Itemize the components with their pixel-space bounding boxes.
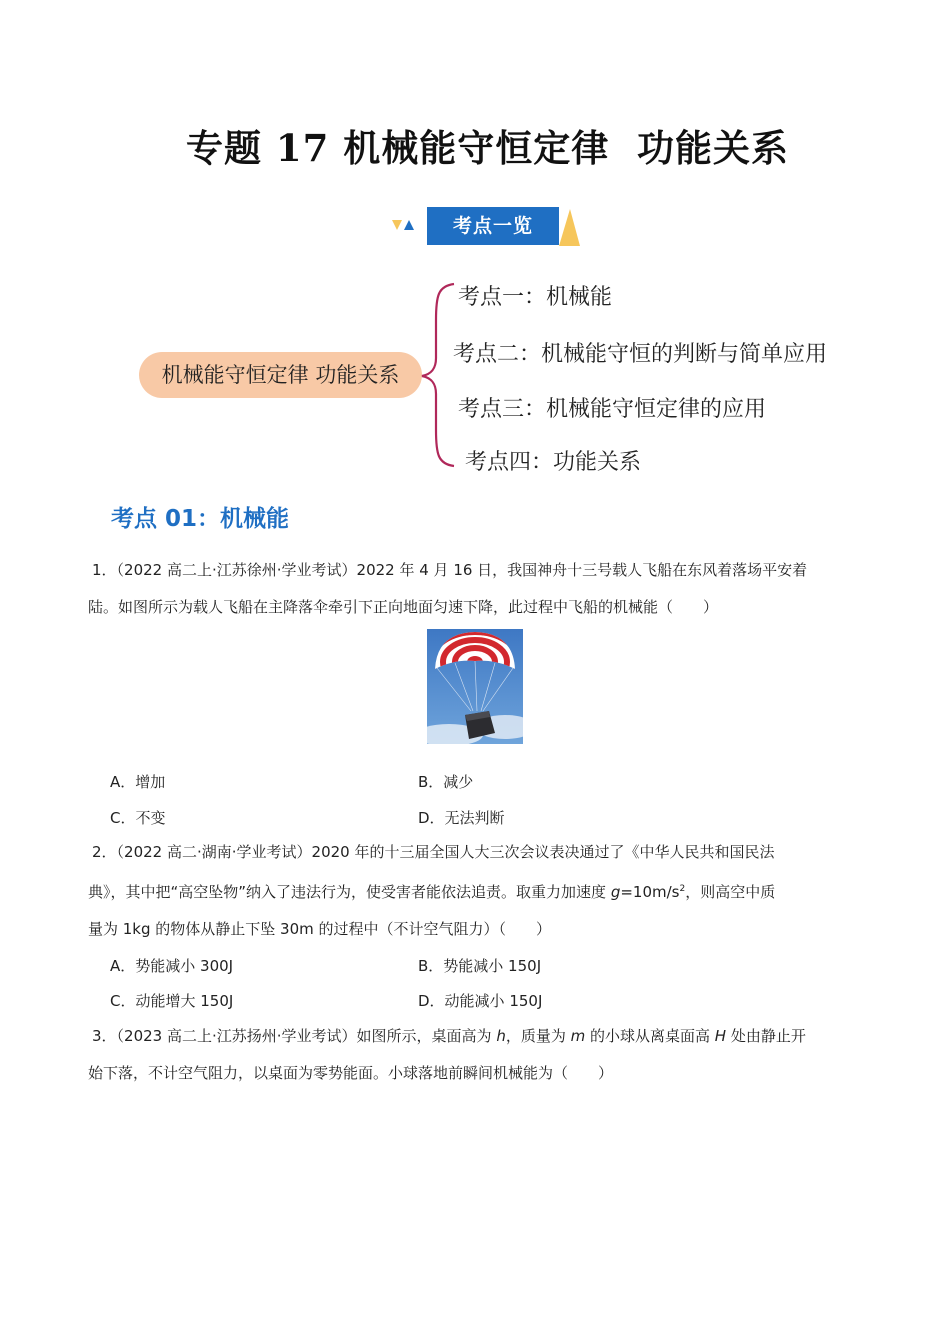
question-1 [88, 552, 868, 626]
mindmap-item-2: 考点二：机械能守恒的判断与简单应用 [453, 342, 828, 367]
question-text: 处由静止开 [726, 1027, 806, 1045]
question-text: 2020 年的十三届全国人大三次会议表决通过了《中华人民共和国民法 [311, 843, 775, 861]
mindmap-item-3: 考点三：机械能守恒定律的应用 [458, 397, 767, 422]
question-text: =10m/s [620, 883, 680, 901]
option-a: A．势能减小 300J [110, 957, 234, 975]
parachute-image [427, 629, 523, 744]
section-banner [390, 204, 590, 250]
question-text: ，则高空中质 [685, 883, 776, 901]
variable-H: H [714, 1027, 727, 1045]
exponent: 2 [679, 884, 686, 894]
variable-h: h [496, 1027, 506, 1045]
question-text: 2022 年 4 月 16 日，我国神舟十三号载人飞船在东风着落场平安着 [356, 561, 808, 579]
question-2 [88, 834, 868, 948]
option-c: C．动能增大 150J [110, 992, 234, 1010]
question-3 [88, 1018, 868, 1092]
question-text: 的小球从离桌面高 [585, 1027, 715, 1045]
option-d: D．无法判断 [418, 809, 505, 827]
question-1-line-2: 陆。如图所示为载人飞船在主降落伞牵引下正向地面匀速下降，此过程中飞船的机械能（ ） [88, 598, 719, 616]
question-3-line-1 [88, 1018, 868, 1055]
variable-m: m [570, 1027, 586, 1045]
question-2-line-1 [88, 834, 868, 871]
question-number: 2． [92, 843, 117, 861]
option-b: B．势能减小 150J [418, 957, 542, 975]
question-text: 典》，其中把“高空坠物”纳入了违法行为，使受害者能依法追责。取重力加速度 [88, 883, 611, 901]
question-source: （2023 高二上·江苏扬州·学业考试） [116, 1027, 357, 1045]
mindmap-center: 机械能守恒定律 功能关系 [139, 352, 422, 398]
option-b: B．减少 [418, 773, 474, 791]
question-2-line-3: 量为 1kg 的物体从静止下坠 30m 的过程中（不计空气阻力）（ ） [88, 920, 552, 938]
option-c: C．不变 [110, 809, 166, 827]
question-number: 3． [92, 1027, 117, 1045]
question-number: 1． [92, 561, 117, 579]
mindmap-item-1: 考点一：机械能 [458, 285, 613, 310]
banner-label: 考点一览 [452, 215, 533, 237]
question-1-line-1 [88, 552, 868, 589]
brace-icon [418, 280, 458, 470]
mindmap-item-4: 考点四：功能关系 [465, 450, 642, 475]
option-a: A．增加 [110, 773, 166, 791]
page-title: 专题 17 机械能守恒定律 功能关系 [185, 126, 789, 170]
question-2-line-2 [88, 871, 868, 911]
question-3-line-2: 始下落，不计空气阻力，以桌面为零势能面。小球落地前瞬间机械能为（ ） [88, 1064, 614, 1082]
option-d: D．动能减小 150J [418, 992, 543, 1010]
question-source: （2022 高二·湖南·学业考试） [116, 843, 312, 861]
question-source: （2022 高二上·江苏徐州·学业考试） [116, 561, 357, 579]
section-heading: 考点 01：机械能 [111, 506, 290, 532]
variable-g: g [610, 883, 621, 901]
question-text: ，质量为 [505, 1027, 571, 1045]
question-text: 如图所示，桌面高为 [356, 1027, 497, 1045]
